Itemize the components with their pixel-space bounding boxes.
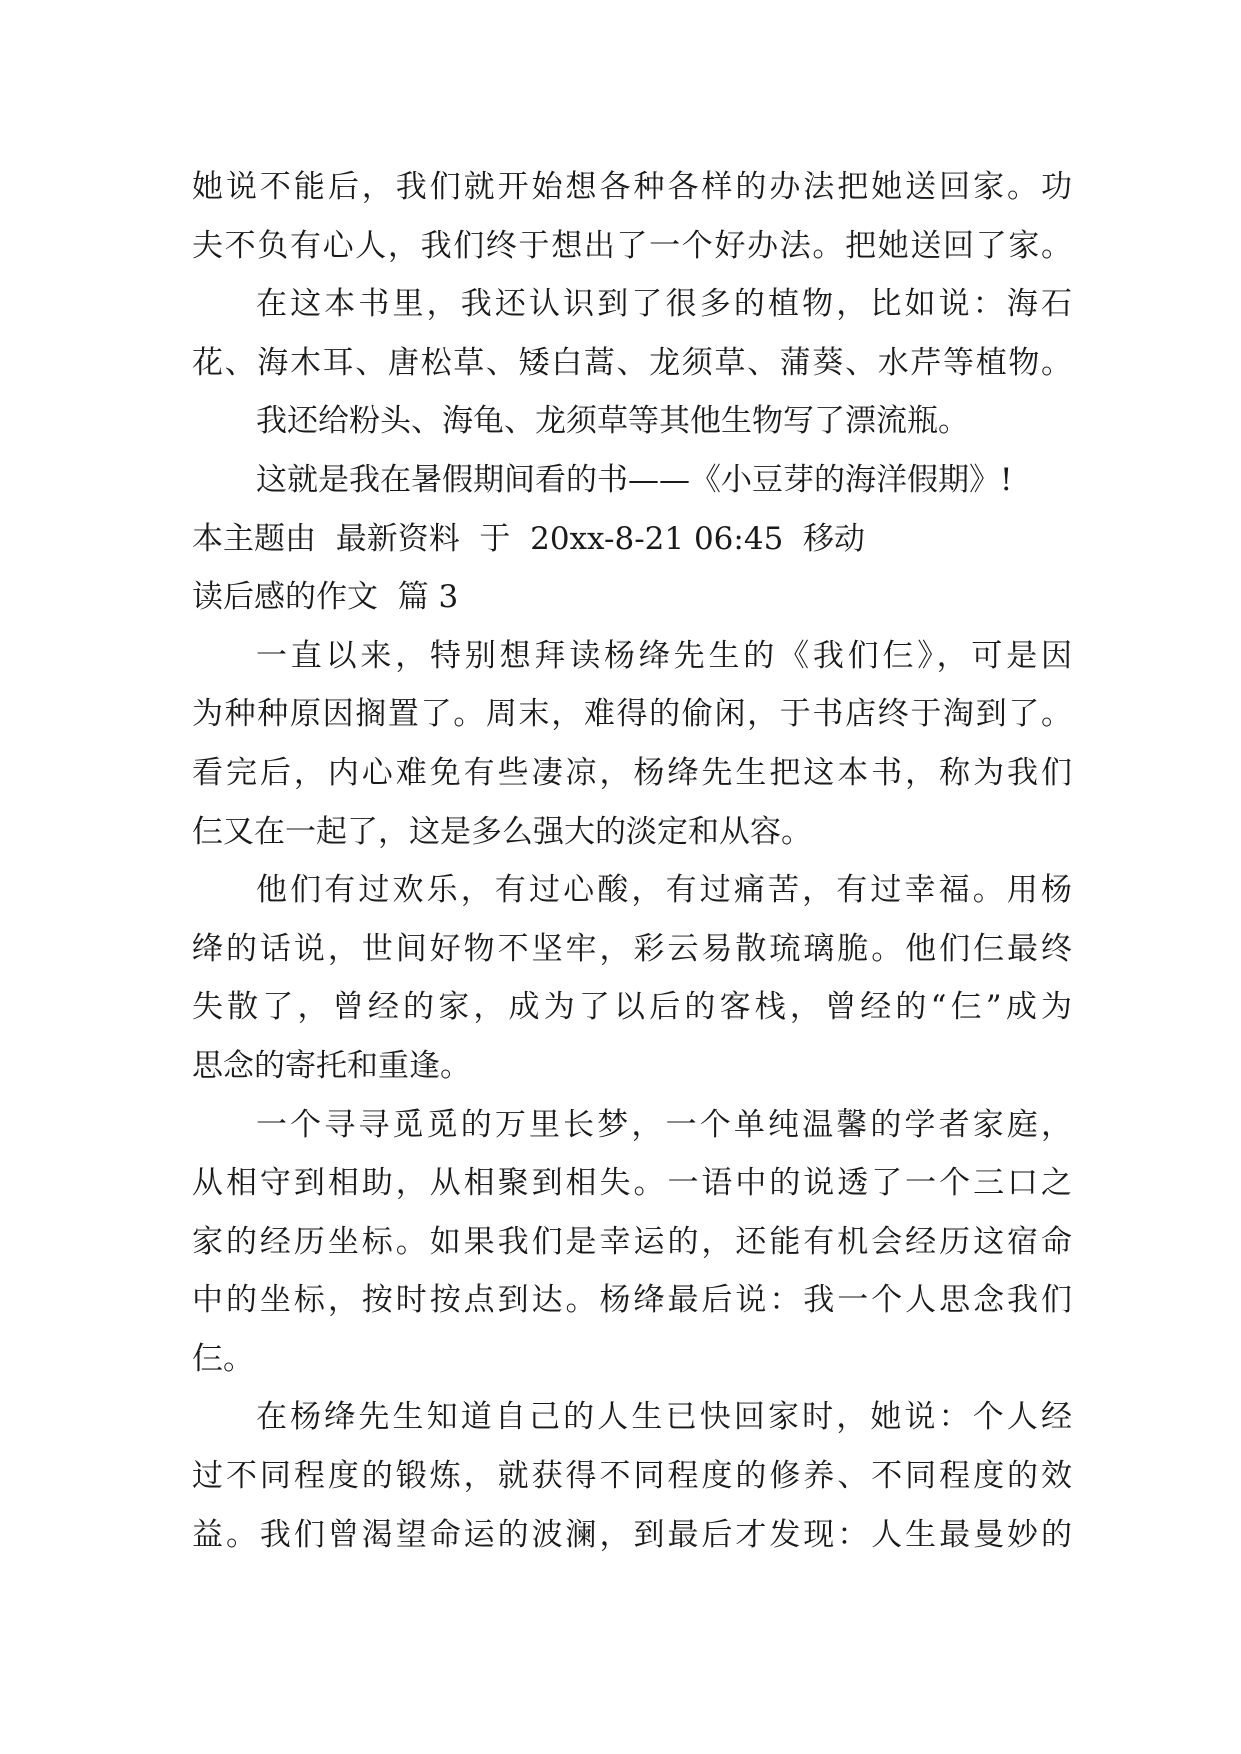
text-line-4: 花、海木耳、唐松草、矮白蒿、龙须草、蒲葵、水芹等植物。 — [192, 344, 1072, 381]
text-line-18: 从相守到相助，从相聚到相失。一语中的说透了一个三口之 — [192, 1165, 1072, 1202]
article-body — [192, 158, 1072, 1564]
text-line-13: 他们有过欢乐，有过心酸，有过痛苦，有过幸福。用杨 — [256, 872, 1072, 909]
text-line-9: 一直以来，特别想拜读杨绛先生的《我们仨》，可是因 — [256, 637, 1072, 674]
text-line-3: 在这本书里，我还认识到了很多的植物，比如说：海石 — [256, 286, 1072, 323]
text-line-1: 她说不能后，我们就开始想各种各样的办法把她送回家。功 — [192, 169, 1072, 205]
text-line-10: 为种种原因搁置了。周末，难得的偷闲，于书店终于淘到了。 — [192, 696, 1072, 733]
text-line-5: 我还给粉头、海龟、龙须草等其他生物写了漂流瓶。 — [256, 403, 969, 440]
text-line-23: 过不同程度的锻炼，就获得不同程度的修养、不同程度的效 — [192, 1458, 1072, 1495]
text-line-2: 夫不负有心人，我们终于想出了一个好办法。把她送回了家。 — [192, 227, 1072, 264]
text-line-11: 看完后，内心难免有些凄凉，杨绛先生把这本书，称为我们 — [192, 754, 1072, 791]
topic-move-notice: 本主题由 最新资料 于 20xx-8-21 06:45 移动 — [192, 520, 866, 557]
text-line-15: 失散了，曾经的家，成为了以后的客栈，曾经的“仨”成为 — [192, 989, 1072, 1026]
text-line-22: 在杨绛先生知道自己的人生已快回家时，她说：个人经 — [256, 1399, 1072, 1436]
text-line-6: 这就是我在暑假期间看的书——《小豆芽的海洋假期》! — [256, 461, 1013, 498]
text-line-17: 一个寻寻觅觅的万里长梦，一个单纯温馨的学者家庭， — [256, 1106, 1072, 1143]
text-line-19: 家的经历坐标。如果我们是幸运的，还能有机会经历这宿命 — [192, 1223, 1072, 1260]
text-line-14: 绛的话说，世间好物不坚牢，彩云易散琉璃脆。他们仨最终 — [192, 930, 1072, 967]
text-line-24: 益。我们曾渴望命运的波澜，到最后才发现：人生最曼妙的 — [192, 1516, 1072, 1553]
text-line-16: 思念的寄托和重逢。 — [192, 1047, 471, 1084]
text-line-12: 仨又在一起了，这是多么强大的淡定和从容。 — [192, 813, 812, 850]
section-heading: 读后感的作文 篇 3 — [192, 579, 459, 616]
text-line-20: 中的坐标，按时按点到达。杨绛最后说：我一个人思念我们 — [192, 1282, 1072, 1319]
text-line-21: 仨。 — [192, 1340, 254, 1377]
